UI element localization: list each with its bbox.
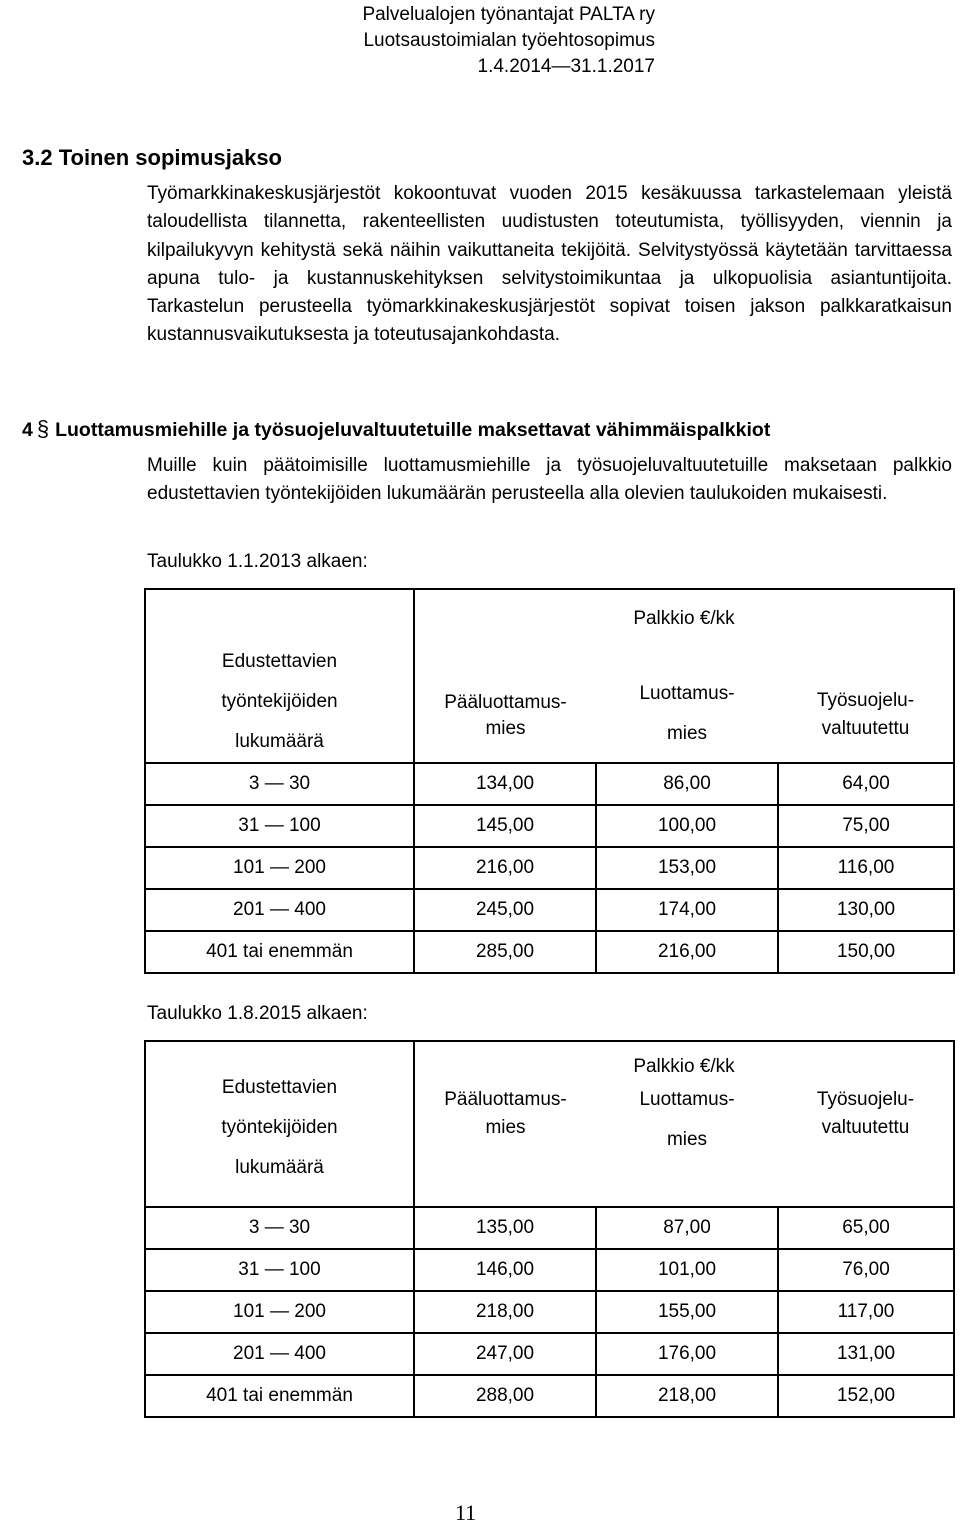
section-sign: §: [36, 416, 50, 441]
cell-chief-steward-fee: 288,00: [414, 1375, 596, 1417]
cell-safety-rep-fee: 130,00: [778, 889, 954, 931]
header-cell-steward: [596, 1078, 778, 1207]
document-header: [235, 2, 655, 80]
cell-chief-steward-fee: 135,00: [414, 1207, 596, 1249]
cell-steward-fee: 216,00: [596, 931, 778, 973]
section-3-2-title: 3.2 Toinen sopimusjakso: [22, 145, 282, 170]
cell-safety-rep-fee: 117,00: [778, 1291, 954, 1333]
table-row: [145, 931, 954, 973]
table-row: [145, 1291, 954, 1333]
table-row: [145, 1333, 954, 1375]
header-cell-safety-rep: [778, 1078, 954, 1207]
table-2-caption: Taulukko 1.8.2015 alkaen:: [147, 1003, 368, 1024]
header-cell-steward: [596, 636, 778, 763]
table-row: [145, 1375, 954, 1417]
section-4-body: Muille kuin päätoimisille luottamusmiehille ja työsuojeluvaltuutetuille maksetaan palkkio edustettavien työntekijöiden lukumäärän perusteella alla olevien taulukoiden mukaisesti.: [147, 455, 952, 505]
table-1: [144, 588, 955, 974]
cell-steward-fee: 155,00: [596, 1291, 778, 1333]
header-text: Pääluottamus-: [444, 1089, 567, 1110]
section-4-title: [22, 416, 952, 442]
cell-safety-rep-fee: 116,00: [778, 847, 954, 889]
table-row: [145, 1207, 954, 1249]
cell-employee-range: 401 tai enemmän: [145, 1375, 414, 1417]
header-text: työntekijöiden: [221, 691, 338, 712]
cell-employee-range: 3 — 30: [145, 763, 414, 805]
header-text: lukumäärä: [235, 1157, 324, 1178]
cell-steward-fee: 153,00: [596, 847, 778, 889]
cell-employee-range: 401 tai enemmän: [145, 931, 414, 973]
cell-steward-fee: 174,00: [596, 889, 778, 931]
cell-chief-steward-fee: 146,00: [414, 1249, 596, 1291]
table-header-row: [145, 589, 954, 636]
header-cell-safety-rep: [778, 636, 954, 763]
header-text: Luottamus-: [639, 1089, 735, 1110]
cell-safety-rep-fee: 131,00: [778, 1333, 954, 1375]
header-text: työntekijöiden: [221, 1117, 338, 1138]
cell-steward-fee: 86,00: [596, 763, 778, 805]
header-text: valtuutettu: [821, 1117, 910, 1138]
header-cell-employees: [145, 1041, 414, 1207]
table-1-body: [145, 763, 954, 973]
header-agreement: Luotsaustoimialan työehtosopimus: [363, 30, 655, 51]
cell-chief-steward-fee: 145,00: [414, 805, 596, 847]
header-text: Edustettavien: [221, 1077, 338, 1098]
table-header-row: [145, 1041, 954, 1078]
cell-chief-steward-fee: 218,00: [414, 1291, 596, 1333]
header-cell-employees: [145, 589, 414, 763]
table-2-body: [145, 1207, 954, 1417]
header-text: Työsuojelu-: [816, 690, 915, 711]
cell-safety-rep-fee: 76,00: [778, 1249, 954, 1291]
header-text: mies: [666, 723, 708, 744]
cell-steward-fee: 176,00: [596, 1333, 778, 1375]
cell-chief-steward-fee: 216,00: [414, 847, 596, 889]
cell-employee-range: 3 — 30: [145, 1207, 414, 1249]
section-4-number: 4: [22, 419, 33, 441]
header-text: Työsuojelu-: [816, 1089, 915, 1110]
header-cell-palkkio: Palkkio €/kk: [414, 1041, 954, 1078]
header-text: Edustettavien: [221, 651, 338, 672]
cell-employee-range: 31 — 100: [145, 805, 414, 847]
cell-chief-steward-fee: 285,00: [414, 931, 596, 973]
cell-safety-rep-fee: 152,00: [778, 1375, 954, 1417]
cell-chief-steward-fee: 134,00: [414, 763, 596, 805]
table-row: [145, 805, 954, 847]
table-1-caption: Taulukko 1.1.2013 alkaen:: [147, 551, 368, 572]
cell-employee-range: 101 — 200: [145, 1291, 414, 1333]
table-row: [145, 763, 954, 805]
header-text: lukumäärä: [235, 731, 324, 752]
cell-steward-fee: 101,00: [596, 1249, 778, 1291]
cell-safety-rep-fee: 65,00: [778, 1207, 954, 1249]
header-text: Pääluottamus-: [444, 692, 567, 713]
page-number: 11: [455, 1500, 477, 1525]
header-text: mies: [485, 1117, 526, 1138]
header-text: Luottamus-: [639, 683, 735, 704]
header-period: 1.4.2014—31.1.2017: [477, 56, 655, 77]
cell-steward-fee: 87,00: [596, 1207, 778, 1249]
header-text: valtuutettu: [821, 718, 910, 739]
table-row: [145, 847, 954, 889]
header-cell-chief-steward: [414, 1078, 596, 1207]
cell-employee-range: 101 — 200: [145, 847, 414, 889]
header-text: mies: [666, 1129, 708, 1150]
header-organization: Palvelualojen työnantajat PALTA ry: [362, 4, 655, 25]
header-text: mies: [485, 718, 526, 739]
section-4-title-text: Luottamusmiehille ja työsuojeluvaltuutetuille maksettavat vähimmäispalkkiot: [55, 419, 771, 441]
cell-steward-fee: 218,00: [596, 1375, 778, 1417]
cell-safety-rep-fee: 150,00: [778, 931, 954, 973]
cell-employee-range: 201 — 400: [145, 1333, 414, 1375]
cell-safety-rep-fee: 75,00: [778, 805, 954, 847]
cell-chief-steward-fee: 247,00: [414, 1333, 596, 1375]
section-3-2-body: Työmarkkinakeskusjärjestöt kokoontuvat vuoden 2015 kesäkuussa tarkastelemaan yleistä taloudellista tilannetta, rakenteellisten uudistusten toteutumista, työllisyyden, viennin ja kilpailukyvyn kehitystä sekä näihin vaikuttaneita tekijöitä. Selvitystyössä käytetään tarvittaessa apuna tulo- ja kustannuskehityksen selvitystoimikuntaa ja ulkopuolisia asiantuntijoita. Tarkastelun perusteella työmarkkinakeskusjärjestöt sopivat toisen jakson palkkaratkaisun kustannusvaikutuksesta ja toteutusajankohdasta.: [147, 183, 952, 346]
table-row: [145, 889, 954, 931]
table-2: [144, 1040, 955, 1418]
cell-employee-range: 201 — 400: [145, 889, 414, 931]
header-cell-palkkio: Palkkio €/kk: [414, 589, 954, 636]
header-cell-chief-steward: [414, 636, 596, 763]
cell-safety-rep-fee: 64,00: [778, 763, 954, 805]
cell-chief-steward-fee: 245,00: [414, 889, 596, 931]
cell-employee-range: 31 — 100: [145, 1249, 414, 1291]
table-row: [145, 1249, 954, 1291]
cell-steward-fee: 100,00: [596, 805, 778, 847]
